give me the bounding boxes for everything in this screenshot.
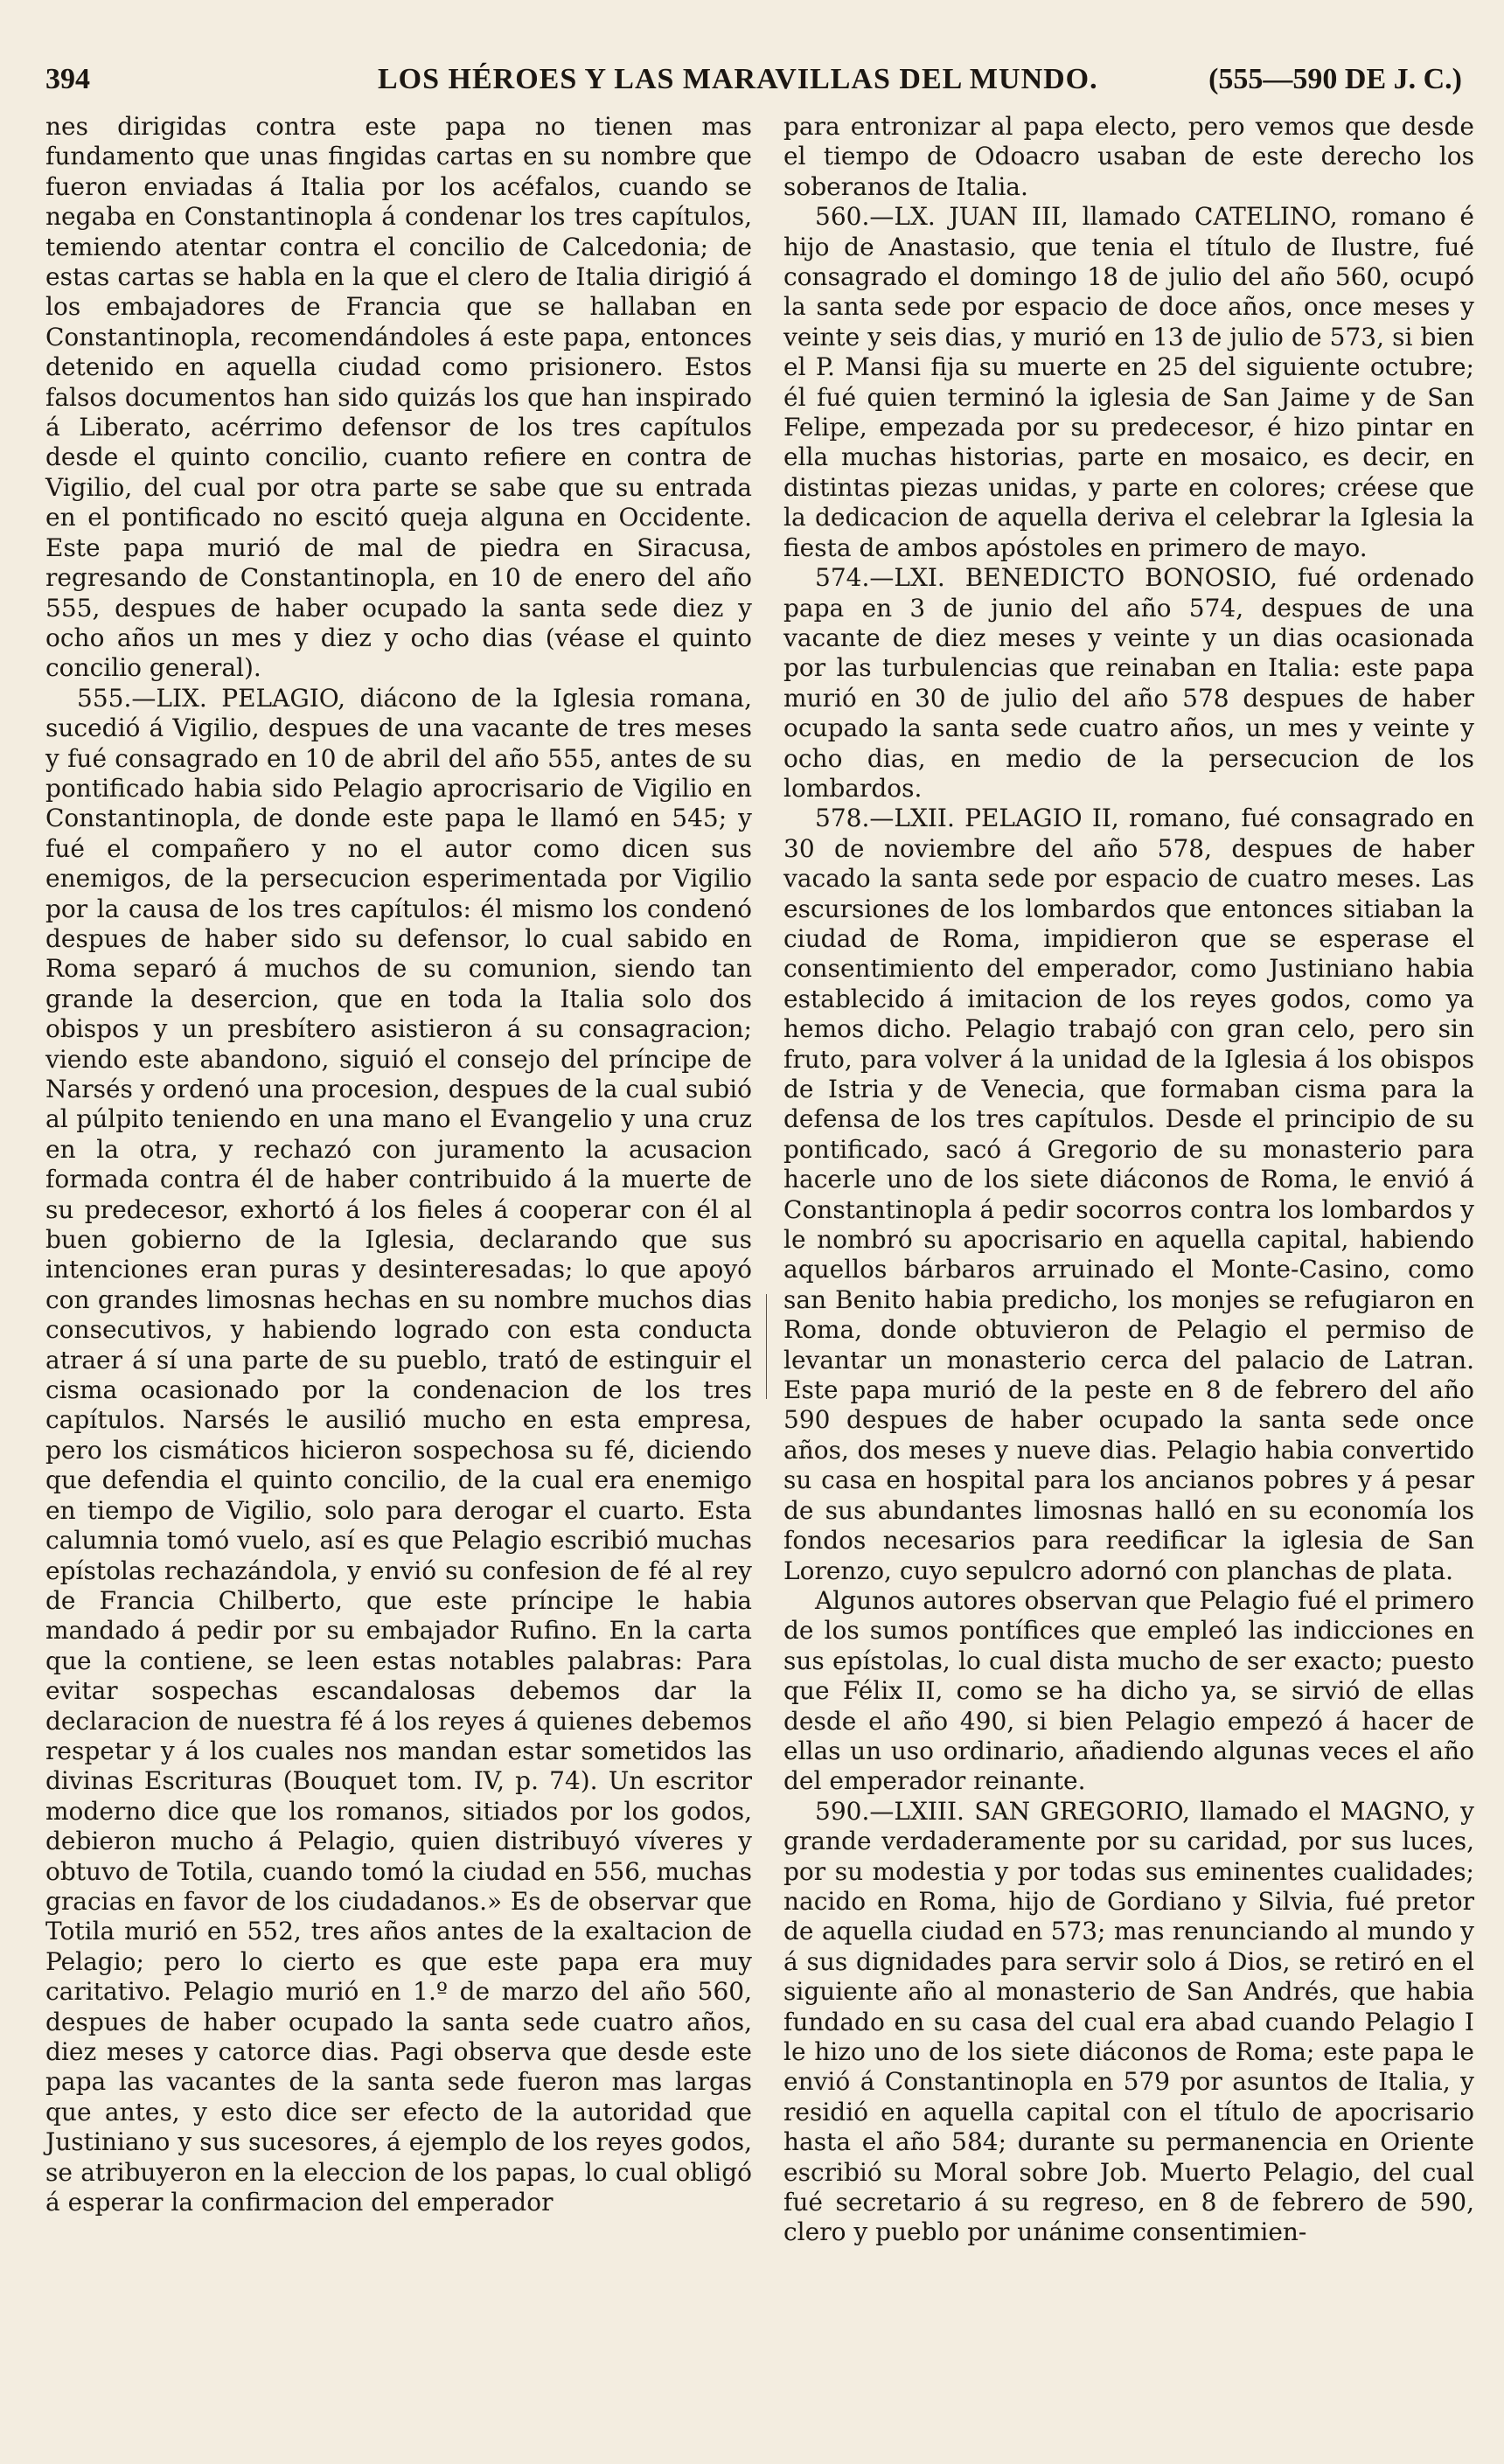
paragraph: 590.—LXIII. SAN GREGORIO, llamado el MAGNO, y grande verdaderamente por su caridad, por sus luces, por su modestia y por todas sus eminentes cualidades; nacido en Roma, hijo de Gordiano y Silvia, fué pretor de aquella ciudad en 573; mas renunciando al mundo y á sus dignidades para servir solo á Dios, se retiró en el siguiente año al monasterio de San Andrés, que habia fundado en su casa del cual era abad cuando Pelagio I le hizo uno de los siete diáconos de Roma; este papa le envió á Constantinopla en 579 por asuntos de Italia, y residió en aquella capital con el título de apocrisario hasta el año 584; durante su permanencia en Oriente escribió su Moral sobre Job. Muerto Pelagio, del cual fué secretario á su regreso, en 8 de febrero de 590, clero y pueblo por unánime consentimien- xyxy=(783,1796,1474,2247)
right-column xyxy=(783,112,1474,2248)
running-header xyxy=(45,63,1462,107)
paragraph: 555.—LIX. PELAGIO, diácono de la Iglesia romana, sucedió á Vigilio, despues de una vacante de tres meses y fué consagrado en 10 de abril del año 555, antes de su pontificado habia sido Pelagio aprocrisario de Vigilio en Constantinopla, de donde este papa le llamó en 545; y fué el compañero y no el autor como dicen sus enemigos, de la persecucion esperimentada por Vigilio por la causa de los tres capítulos: él mismo los condenó despues de haber sido su defensor, lo cual sabido en Roma separó á muchos de su comunion, siendo tan grande la desercion, que en toda la Italia solo dos obispos y un presbítero asistieron á su consagracion; viendo este abandono, siguió el consejo del príncipe de Narsés y ordenó una procesion, despues de la cual subió al púlpito teniendo en una mano el Evangelio y una cruz en la otra, y rechazó con juramento la acusacion formada contra él de haber contribuido á la muerte de su predecesor, exhortó á los fieles á cooperar con él al buen gobierno de la Iglesia, declarando que sus intenciones eran puras y desinteresadas; lo que apoyó con grandes limosnas hechas en su nombre muchos dias consecutivos, y habiendo logrado con esta conducta atraer á sí una parte de su pueblo, trató de estinguir el cisma ocasionado por la condenacion de los tres capítulos. Narsés le ausilió mucho en esta empresa, pero los cismáticos hicieron sospechosa su fé, diciendo que defendia el quinto concilio, de la cual era enemigo en tiempo de Vigilio, solo para derogar el cuarto. Esta calumnia tomó vuelo, así es que Pelagio escribió muchas epístolas rechazándola, y envió su confesion de fé al rey de Francia Chilberto, que este príncipe le habia mandado á pedir por su embajador Rufino. En la carta que la contiene, se leen estas notables palabras: Para evitar sospechas escandalosas debemos dar la declaracion de nuestra fé á los reyes á quienes debemos respetar y á los cuales nos mandan estar sometidos las divinas Escrituras (Bouquet tom. IV, p. 74). Un escritor moderno dice que los romanos, sitiados por los godos, debieron mucho á Pelagio, quien distribuyó víveres y obtuvo de Totila, cuando tomó la ciudad en 556, muchas gracias en favor de los ciudadanos.» Es de observar que Totila murió en 552, tres años antes de la exaltacion de Pelagio; pero lo cierto es que este papa era muy caritativo. Pelagio murió en 1.º de marzo del año 560, despues de haber ocupado la santa sede cuatro años, diez meses y catorce dias. Pagi observa que desde este papa las vacantes de la santa sede fueron mas largas que antes, y esto dice ser efecto de la autoridad que Justiniano y sus sucesores, á ejemplo de los reyes godos, se atribuyeron en la eleccion de los papas, lo cual obligó á esperar la confirmacion del emperador xyxy=(45,683,752,2217)
date-range: (555—590 DE J. C.) xyxy=(1208,63,1462,95)
page-number: 394 xyxy=(45,63,90,95)
paragraph: 578.—LXII. PELAGIO II, romano, fué consagrado en 30 de noviembre del año 578, despues de haber vacado la santa sede por espacio de cuatro meses. Las escursiones de los lombardos que entonces sitiaban la ciudad de Roma, impidieron que se esperase el consentimiento del emperador, como Justiniano habia establecido á imitacion de los reyes godos, como ya hemos dicho. Pelagio trabajó con gran celo, pero sin fruto, para volver á la unidad de la Iglesia á los obispos de Istria y de Venecia, que formaban cisma para la defensa de los tres capítulos. Desde el principio de su pontificado, sacó á Gregorio de su monasterio para hacerle uno de los siete diáconos de Roma, le envió á Constantinopla á pedir socorros contra los lombardos y le nombró su apocrisario en aquella capital, habiendo aquellos bárbaros arruinado el Monte-Casino, como san Benito habia predicho, los monjes se refugiaron en Roma, donde obtuvieron de Pelagio el permiso de levantar un monasterio cerca del palacio de Latran. Este papa murió de la peste en 8 de febrero del año 590 despues de haber ocupado la santa sede once años, dos meses y nueve dias. Pelagio habia convertido su casa en hospital para los ancianos pobres y á pesar de sus abundantes limosnas halló en su economía los fondos necesarios para reedificar la iglesia de San Lorenzo, cuyo sepulcro adornó con planchas de plata. xyxy=(783,804,1474,1585)
paragraph: 574.—LXI. BENEDICTO BONOSIO, fué ordenado papa en 3 de junio del año 574, despues de una vacante de diez meses y veinte y un dias ocasionada por las turbulencias que reinaban en Italia: este papa murió en 30 de julio del año 578 despues de haber ocupado la santa sede cuatro años, un mes y veinte y ocho dias, en medio de la persecucion de los lombardos. xyxy=(783,563,1474,803)
paragraph: nes dirigidas contra este papa no tienen mas fundamento que unas fingidas cartas en su nombre que fueron enviadas á Italia por los acéfalos, cuando se negaba en Constantinopla á condenar los tres capítulos, temiendo atentar contra el concilio de Calcedonia; de estas cartas se habla en la que el clero de Italia dirigió á los embajadores de Francia que se hallaban en Constantinopla, recomendándoles á este papa, entonces detenido en aquella ciudad como prisionero. Estos falsos documentos han sido quizás los que han inspirado á Liberato, acérrimo defensor de los tres capítulos desde el quinto concilio, cuanto refiere en contra de Vigilio, del cual por otra parte se sabe que su entrada en el pontificado no escitó queja alguna en Occidente. Este papa murió de mal de piedra en Siracusa, regresando de Constantinopla, en 10 de enero del año 555, despues de haber ocupado la santa sede diez y ocho años un mes y diez y ocho dias (véase el quinto concilio general). xyxy=(45,112,752,683)
paragraph: para entronizar al papa electo, pero vemos que desde el tiempo de Odoacro usaban de este derecho los soberanos de Italia. xyxy=(783,112,1474,201)
column-divider xyxy=(766,1294,767,1399)
paragraph: 560.—LX. JUAN III, llamado CATELINO, romano é hijo de Anastasio, que tenia el título de Ilustre, fué consagrado el domingo 18 de julio del año 560, ocupó la santa sede por espacio de doce años, once meses y veinte y seis dias, y murió en 13 de julio de 573, si bien el P. Mansi fija su muerte en 25 del siguiente octubre; él fué quien terminó la iglesia de San Jaime y de San Felipe, empezada por su predecesor, é hizo pintar en ella muchas historias, parte en mosaico, es decir, en distintas piezas unidas, y parte en colores; créese que la dedicacion de aquella deriva el celebrar la Iglesia la fiesta de ambos apóstoles en primero de mayo. xyxy=(783,202,1474,562)
left-column xyxy=(45,112,752,2217)
paragraph: Algunos autores observan que Pelagio fué el primero de los sumos pontífices que empleó las indicciones en sus epístolas, lo cual dista mucho de ser exacto; puesto que Félix II, como se ha dicho ya, se sirvió de ellas desde el año 490, si bien Pelagio empezó á hacer de ellas un uso ordinario, añadiendo algunas veces el año del emperador reinante. xyxy=(783,1585,1474,1796)
running-title: LOS HÉROES Y LAS MARAVILLAS DEL MUNDO. xyxy=(378,63,1098,95)
